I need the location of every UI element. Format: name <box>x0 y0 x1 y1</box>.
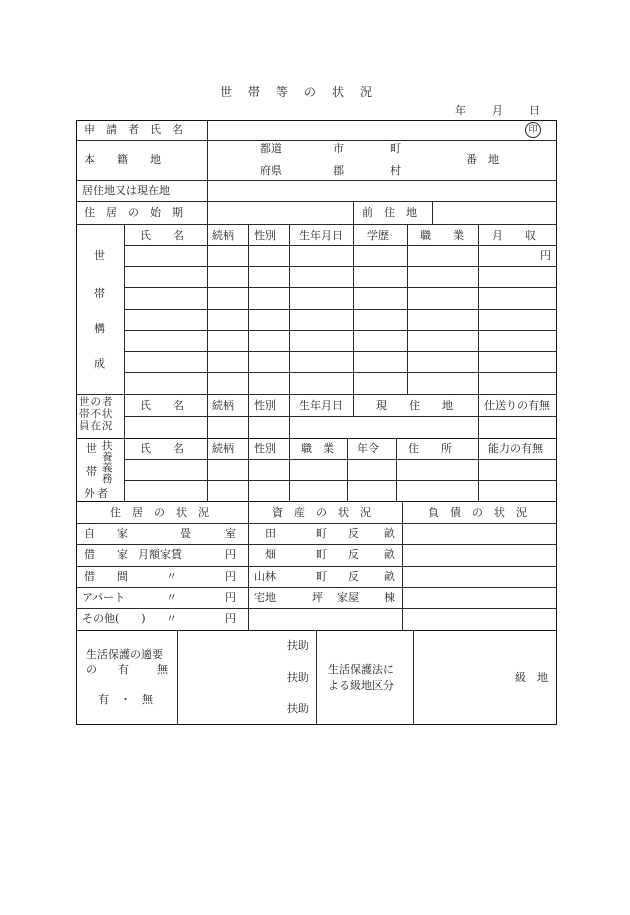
housing-other-ditto: 〃 <box>166 612 177 625</box>
sup-col-ability: 能力の有無 <box>488 442 543 455</box>
sup-col-occupation: 職 業 <box>301 442 334 455</box>
fujo-3: 扶助 <box>287 702 309 715</box>
asset-forest: 山林 <box>254 570 276 583</box>
housing-rent-monthly: 月額家賃 <box>138 548 182 561</box>
previous-address-label: 前 住 地 <box>362 206 417 219</box>
domicile-todo: 都道 <box>260 142 282 155</box>
asset-land: 宅地 <box>254 591 276 604</box>
sup-col-age: 年令 <box>357 442 379 455</box>
housing-apartment-yen: 円 <box>225 591 236 604</box>
assets-status-header: 資 産 の 状 況 <box>272 506 371 519</box>
sup-col-sex: 性別 <box>254 442 276 455</box>
supporters-side-bot: 外者 <box>84 487 110 500</box>
welfare-yu: 有 <box>118 663 129 676</box>
housing-own: 自 家 <box>84 527 128 540</box>
domicile-gun: 郡 <box>333 164 344 177</box>
absent-col-sex: 性別 <box>254 399 276 412</box>
frame-left <box>76 120 77 725</box>
household-side-4: 成 <box>94 357 105 370</box>
housing-own-tatami: 畳 <box>180 527 191 540</box>
frame-bottom <box>76 724 557 725</box>
housing-other-yen: 円 <box>225 612 236 625</box>
supporters-side-mid: 帯 <box>86 465 97 478</box>
asset-paddy-tan: 反 <box>348 527 359 540</box>
domicile-mura: 村 <box>390 164 401 177</box>
housing-room-ditto: 〃 <box>166 570 177 583</box>
asset-forest-tan: 反 <box>348 570 359 583</box>
welfare-mu: 無 <box>157 663 168 676</box>
household-side-3: 構 <box>94 322 105 335</box>
fujo-1: 扶助 <box>287 639 309 652</box>
hh-col-birthdate: 生年月日 <box>299 229 343 242</box>
hh-col-income: 月 収 <box>492 229 536 242</box>
domicile-label: 本 籍 地 <box>84 153 161 166</box>
absent-col-allowance: 仕送りの有無 <box>484 399 550 412</box>
supporters-inner-4: 務 <box>102 473 113 485</box>
seal-mark: 印 <box>525 122 541 138</box>
housing-rented: 借 家 <box>84 548 128 561</box>
hh-col-sex: 性別 <box>254 229 276 242</box>
asset-paddy-se: 畝 <box>384 527 395 540</box>
fujo-2: 扶助 <box>287 671 309 684</box>
supporters-side-top: 世 <box>86 442 97 455</box>
domicile-banchi: 番 地 <box>466 153 499 166</box>
hh-col-education: 学歴 <box>367 229 389 242</box>
housing-room-yen: 円 <box>225 570 236 583</box>
date-month: 月 <box>492 104 503 117</box>
housing-rented-yen: 円 <box>225 548 236 561</box>
frame-top <box>76 120 557 121</box>
date-year: 年 <box>455 104 466 117</box>
housing-apartment: アパート <box>82 591 126 604</box>
absent-col-birthdate: 生年月日 <box>299 399 343 412</box>
housing-other: その他( ) <box>82 612 146 625</box>
absent-side-2: 帯不状 <box>79 408 114 420</box>
asset-field-se: 畝 <box>384 548 395 561</box>
absent-side-1: 世の者 <box>79 396 114 408</box>
date-day: 日 <box>529 104 540 117</box>
supporters-inner-2: 養 <box>102 451 113 463</box>
asset-house-count: 棟 <box>384 591 395 604</box>
supporters-inner-1: 扶 <box>102 440 113 452</box>
residence-start-label: 住 居 の 始 期 <box>84 206 183 219</box>
hh-col-name: 氏 名 <box>140 229 184 242</box>
domicile-shi: 市 <box>333 142 344 155</box>
asset-land-tsubo: 坪 <box>312 591 323 604</box>
housing-room: 借 間 <box>84 570 128 583</box>
asset-forest-cho: 町 <box>316 570 327 583</box>
frame-right <box>556 120 557 725</box>
asset-field: 畑 <box>265 548 276 561</box>
housing-own-room: 室 <box>225 527 236 540</box>
household-side-2: 帯 <box>94 287 105 300</box>
domicile-fuken: 府県 <box>260 164 282 177</box>
asset-field-tan: 反 <box>348 548 359 561</box>
grade-label-1: 生活保護法に <box>328 663 394 676</box>
welfare-yes-no: 有 ・ 無 <box>98 693 153 706</box>
absent-col-address: 現 住 地 <box>376 399 453 412</box>
housing-status-header: 住 居 の 状 況 <box>110 506 209 519</box>
hh-col-occupation: 職 業 <box>420 229 464 242</box>
applicant-name-label: 申 請 者 氏 名 <box>84 123 183 136</box>
sup-col-address: 住 所 <box>408 442 452 455</box>
residence-label: 居住地又は現在地 <box>82 184 170 197</box>
hh-col-relation: 続柄 <box>212 229 234 242</box>
asset-field-cho: 町 <box>316 548 327 561</box>
absent-col-name: 氏 名 <box>140 399 184 412</box>
absent-side-3: 員在況 <box>79 420 114 432</box>
hh-income-yen: 円 <box>540 249 551 262</box>
asset-paddy: 田 <box>265 527 276 540</box>
sup-col-relation: 続柄 <box>212 442 234 455</box>
asset-house: 家屋 <box>337 591 359 604</box>
asset-paddy-cho: 町 <box>316 527 327 540</box>
housing-apartment-ditto: 〃 <box>166 591 177 604</box>
household-side-1: 世 <box>94 249 105 262</box>
debt-status-header: 負 債 の 状 況 <box>428 506 527 519</box>
welfare-no: の <box>86 663 97 676</box>
supporters-inner-3: 義 <box>102 462 113 474</box>
welfare-applicable-label: 生活保護の適要 <box>86 648 163 661</box>
sup-col-name: 氏 名 <box>140 442 184 455</box>
absent-col-relation: 続柄 <box>212 399 234 412</box>
asset-forest-se: 畝 <box>384 570 395 583</box>
domicile-machi: 町 <box>390 142 401 155</box>
grade-unit: 級 地 <box>515 671 548 684</box>
grade-label-2: よる級地区分 <box>328 679 394 692</box>
form-title: 世 帯 等 の 状 況 <box>220 85 375 99</box>
